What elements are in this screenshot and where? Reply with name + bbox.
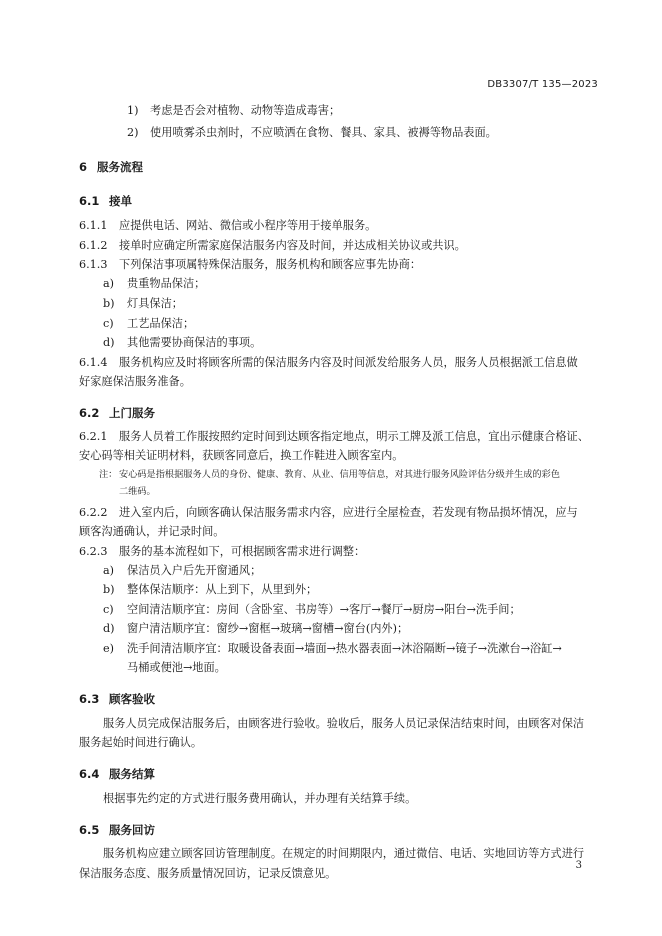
paragraph: 服务人员完成保洁服务后，由顾客进行验收。验收后，服务人员记录保洁结束时间，由顾客对保洁 (103, 717, 585, 730)
section-number: 6.3 (79, 692, 100, 706)
clause-6-1-3 (79, 257, 421, 273)
section-6-3-heading (79, 691, 155, 707)
clause-6-1-4 (79, 355, 578, 371)
list-item (127, 125, 497, 141)
list-item (103, 335, 261, 351)
clause-number: 6.1.4 (79, 356, 108, 369)
clause-text: 服务机构应及时将顾客所需的保洁服务内容及时间派发给服务人员，服务人员根据派工信息做 (119, 356, 578, 369)
list-marker: e) (103, 642, 114, 655)
section-number: 6.1 (79, 194, 100, 208)
clause-6-1-2 (79, 238, 466, 254)
page-number: 3 (575, 860, 582, 871)
list-marker: a) (103, 277, 115, 290)
list-item (103, 621, 408, 637)
clause-number: 6.2.1 (79, 430, 108, 443)
paragraph-continuation: 服务起始时间进行确认。 (79, 736, 203, 749)
list-item (103, 641, 562, 657)
list-marker: b) (103, 297, 115, 310)
note (99, 467, 560, 482)
list-marker: c) (103, 317, 114, 330)
list-item-continuation: 马桶或便池→地面。 (127, 661, 226, 674)
list-text: 洗手间清洁顺序宜：取暖设备表面→墙面→热水器表面→沐浴隔断→镜子→洗漱台→浴缸→ (127, 642, 562, 655)
list-item (103, 563, 261, 579)
section-title: 服务回访 (109, 823, 155, 837)
clause-text: 应提供电话、网站、微信或小程序等用于接单服务。 (119, 219, 377, 232)
paragraph: 根据事先约定的方式进行服务费用确认，并办理有关结算手续。 (103, 792, 417, 805)
list-marker: 1) (127, 104, 139, 117)
list-text: 空间清洁顺序宜：房间（含卧室、书房等）→客厅→餐厅→厨房→阳台→洗手间； (127, 603, 521, 616)
section-6-5-heading (79, 822, 155, 838)
list-text: 贵重物品保洁； (127, 277, 206, 290)
clause-text: 进入室内后，向顾客确认保洁服务需求内容，应进行全屋检查，若发现有物品损坏情况，应与 (119, 506, 578, 519)
note-continuation: 二维码。 (119, 486, 156, 497)
paragraph: 服务机构应建立顾客回访管理制度。在规定的时间期限内，通过微信、电话、实地回访等方式进行 (103, 847, 585, 860)
list-text: 考虑是否会对植物、动物等造成毒害； (150, 104, 341, 117)
clause-text: 下列保洁事项属特殊保洁服务，服务机构和顾客应事先协商： (119, 258, 422, 271)
section-number: 6.4 (79, 767, 100, 781)
list-item (103, 602, 521, 618)
list-text: 灯具保洁； (127, 297, 183, 310)
list-text: 整体保洁顺序：从上到下，从里到外； (127, 583, 318, 596)
section-title: 上门服务 (109, 406, 155, 420)
clause-continuation: 安心码等相关证明材料，获顾客同意后，换工作鞋进入顾客室内。 (79, 449, 404, 462)
document-id-header: DB3307/T 135—2023 (487, 79, 598, 90)
clause-text: 服务的基本流程如下，可根据顾客需求进行调整： (119, 545, 366, 558)
clause-continuation: 顾客沟通确认，并记录时间。 (79, 525, 225, 538)
clause-number: 6.1.3 (79, 258, 108, 271)
section-6-1-heading (79, 193, 132, 209)
list-item (103, 276, 205, 292)
list-item (103, 316, 194, 332)
note-label: 注： (99, 469, 118, 480)
section-title: 服务结算 (109, 767, 155, 781)
section-number: 6.2 (79, 406, 100, 420)
section-6-2-heading (79, 405, 155, 421)
list-text: 使用喷雾杀虫剂时，不应喷洒在食物、餐具、家具、被褥等物品表面。 (150, 126, 497, 139)
list-text: 其他需要协商保洁的事项。 (127, 336, 262, 349)
section-number: 6.5 (79, 823, 100, 837)
clause-6-1-1 (79, 218, 376, 234)
section-6-4-heading (79, 766, 155, 782)
list-item (127, 103, 340, 119)
clause-6-2-2 (79, 505, 578, 521)
section-title: 顾客验收 (109, 692, 155, 706)
clause-number: 6.2.3 (79, 545, 108, 558)
section-title: 接单 (109, 194, 132, 208)
section-number: 6 (79, 160, 88, 174)
list-item (103, 296, 183, 312)
list-text: 窗户清洁顺序宜：窗纱→窗框→玻璃→窗槽→窗台(内外)； (127, 622, 409, 635)
section-6-heading (79, 159, 143, 175)
list-item (103, 582, 317, 598)
clause-6-2-3 (79, 544, 365, 560)
list-text: 保洁员入户后先开窗通风； (127, 564, 262, 577)
clause-6-2-1 (79, 429, 589, 445)
clause-text: 服务人员着工作服按照约定时间到达顾客指定地点，明示工牌及派工信息，宜出示健康合格证、 (119, 430, 589, 443)
paragraph-continuation: 保洁服务态度、服务质量情况回访，记录反馈意见。 (79, 867, 337, 880)
section-title: 服务流程 (97, 160, 143, 174)
clause-number: 6.1.2 (79, 239, 108, 252)
note-text: 安心码是指根据服务人员的身份、健康、教育、从业、信用等信息，对其进行服务风险评估分级并生成的彩色 (119, 469, 560, 480)
list-marker: d) (103, 336, 115, 349)
clause-number: 6.2.2 (79, 506, 108, 519)
clause-continuation: 好家庭保洁服务准备。 (79, 375, 191, 388)
list-marker: a) (103, 564, 115, 577)
list-marker: d) (103, 622, 115, 635)
clause-number: 6.1.1 (79, 219, 108, 232)
list-marker: b) (103, 583, 115, 596)
list-marker: c) (103, 603, 114, 616)
clause-text: 接单时应确定所需家庭保洁服务内容及时间，并达成相关协议或共识。 (119, 239, 466, 252)
list-marker: 2) (127, 126, 139, 139)
list-text: 工艺品保洁； (127, 317, 195, 330)
